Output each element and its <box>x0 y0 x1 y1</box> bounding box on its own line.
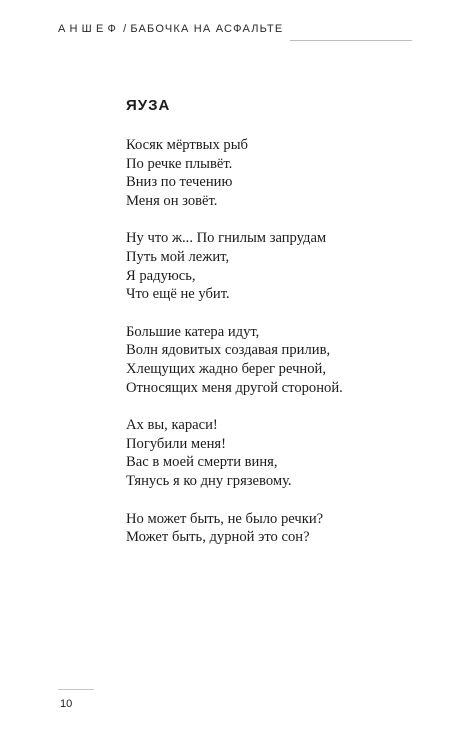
stanza-4 <box>126 416 426 490</box>
poem-line: Вниз по течению <box>126 174 233 191</box>
stanza-1 <box>126 136 426 210</box>
page-number: 10 <box>60 698 73 710</box>
book-title: БАБОЧКА НА АСФАЛЬТЕ <box>130 23 284 35</box>
footer-rule <box>58 689 94 690</box>
poem-line: Я радуюсь, <box>126 267 196 284</box>
poem-line: Ну что ж... По гнилым запрудам <box>126 230 327 247</box>
poem-line: Путь мой лежит, <box>126 248 230 265</box>
header-rule <box>290 40 412 41</box>
poem-line: Вас в моей смерти виня, <box>126 454 278 471</box>
poem-line: Что ещё не убит. <box>126 286 230 303</box>
poem-line: Хлещущих жадно берег речной, <box>126 360 327 377</box>
poem-line: Большие катера идут, <box>126 323 260 340</box>
stanza-2 <box>126 229 426 303</box>
poem-line: Косяк мёртвых рыб <box>126 137 248 153</box>
author-name: АНШЕФ <box>58 23 121 35</box>
poem-line: Может быть, дурной это сон? <box>126 529 310 546</box>
poem-line: Ах вы, караси! <box>126 417 218 434</box>
poem-line: По речке плывёт. <box>126 155 233 172</box>
poem-line: Но может быть, не было речки? <box>126 510 324 527</box>
poem-line: Относящих меня другой стороной. <box>126 379 343 396</box>
stanza-5 <box>126 510 426 547</box>
poem-line: Меня он зовёт. <box>126 192 218 209</box>
running-header <box>58 23 283 35</box>
poem <box>126 96 426 566</box>
stanza-3 <box>126 323 426 397</box>
header-separator: / <box>123 23 128 35</box>
poem-line: Волн ядовитых создавая прилив, <box>126 342 331 359</box>
poem-line: Тянусь я ко дну грязевому. <box>126 472 292 489</box>
poem-line: Погубили меня! <box>126 435 226 452</box>
poem-title: ЯУЗА <box>126 97 171 114</box>
